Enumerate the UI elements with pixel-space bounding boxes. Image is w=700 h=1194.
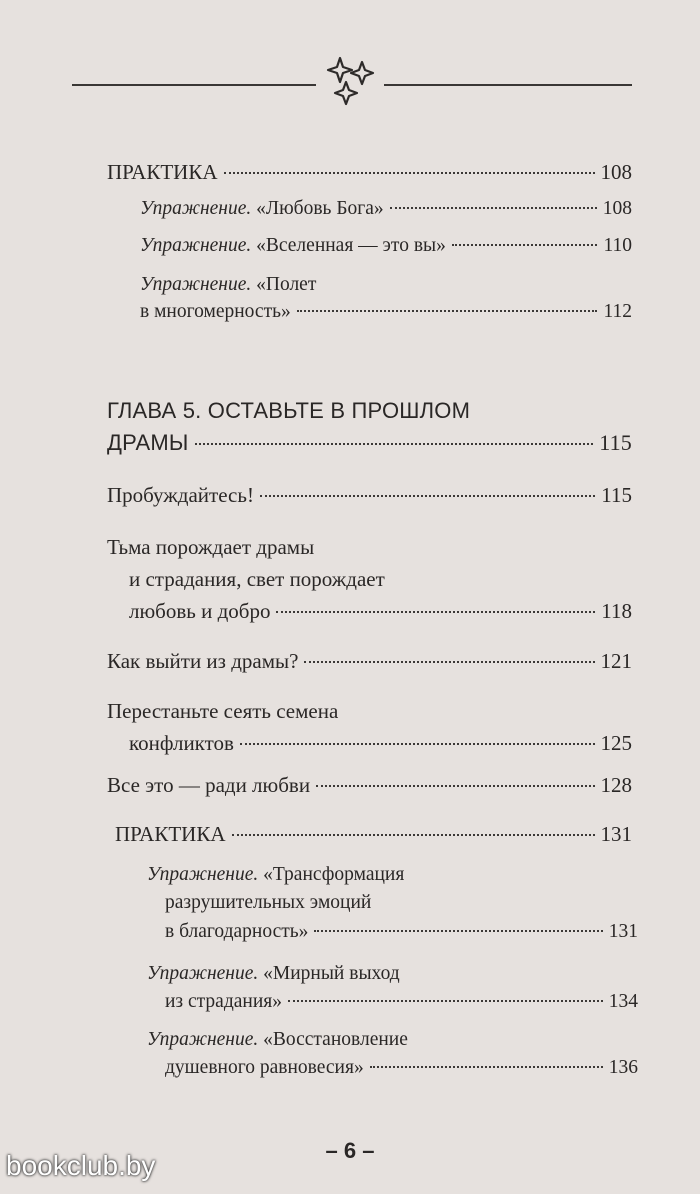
toc-title-line1: «Полет — [256, 274, 317, 295]
toc-title: «Любовь Бога» — [256, 198, 384, 219]
toc-page: 115 — [601, 483, 632, 507]
toc-title: Как выйти из драмы? — [107, 649, 299, 673]
dot-leader — [297, 310, 598, 312]
dot-leader — [316, 785, 594, 787]
toc-title: в многомерность» — [140, 301, 291, 322]
toc-entry-exercise-transformation — [165, 918, 638, 946]
toc-line — [147, 861, 404, 889]
chapter-title-line1: ГЛАВА 5. ОСТАВЬТЕ В ПРОШЛОМ — [107, 398, 471, 423]
toc-title: любовь и добро — [129, 599, 271, 623]
toc-entry-for-love — [107, 771, 632, 799]
dot-leader — [276, 611, 595, 613]
toc-entry-exercise-multidimensionality — [140, 298, 632, 326]
exercise-label: Упражнение. — [147, 1029, 259, 1050]
toc-entry-wake-up — [107, 481, 632, 509]
watermark-logo: bookclub.by — [6, 1150, 156, 1181]
toc-title-line1: «Трансформация — [263, 864, 405, 885]
dot-leader — [232, 834, 595, 836]
toc-title: в благодарность» — [165, 921, 309, 942]
toc-page: 115 — [599, 430, 632, 455]
toc-page: 112 — [603, 301, 632, 322]
ornament-rule-right — [384, 84, 632, 86]
toc-page: 121 — [600, 649, 632, 673]
toc-line — [147, 1026, 408, 1054]
toc-title: душевного равновесия» — [165, 1057, 364, 1078]
toc-page: 131 — [608, 921, 638, 942]
dot-leader — [452, 244, 598, 246]
dot-leader — [390, 207, 597, 209]
toc-title-line1: «Мирный выход — [263, 963, 400, 984]
toc-title-line2: и страдания, свет порождает — [129, 567, 385, 591]
dot-leader — [288, 1000, 603, 1002]
toc-entry-practice-2 — [115, 820, 632, 848]
toc-line — [147, 960, 400, 988]
exercise-label: Упражнение. — [147, 963, 259, 984]
exercise-label: Упражнение. — [140, 198, 252, 219]
toc-page: 128 — [600, 773, 632, 797]
header-ornament — [72, 52, 632, 108]
toc-title: «Вселенная — это вы» — [256, 235, 446, 256]
toc-line — [140, 271, 316, 299]
dot-leader — [314, 930, 602, 932]
stars-icon — [324, 52, 380, 108]
toc-entry-exercise-equilibrium — [165, 1054, 638, 1082]
toc-title-line1: «Восстановление — [263, 1029, 408, 1050]
toc-entry-exercise-love-of-god — [140, 195, 632, 223]
toc-page: 108 — [600, 160, 632, 184]
toc-page: 108 — [602, 198, 632, 219]
toc-page: 125 — [600, 731, 632, 755]
toc-entry-exercise-peaceful-exit — [165, 988, 638, 1016]
exercise-label: Упражнение. — [147, 864, 259, 885]
dot-leader — [240, 743, 595, 745]
toc-title: ПРАКТИКА — [115, 822, 226, 846]
ornament-rule-left — [72, 84, 316, 86]
toc-page: 131 — [600, 822, 632, 846]
toc-title-line2: разрушительных эмоций — [165, 892, 372, 913]
toc-page: 136 — [608, 1057, 638, 1078]
page-number: – 6 – — [325, 1138, 375, 1163]
toc-entry-exercise-universe — [140, 232, 632, 260]
toc-title: ПРАКТИКА — [107, 160, 218, 184]
toc-page: 110 — [603, 235, 632, 256]
toc-page: 134 — [608, 991, 638, 1012]
toc-title-line1: Перестаньте сеять семена — [107, 699, 339, 723]
dot-leader — [370, 1066, 603, 1068]
toc-entry-conflict-seeds — [129, 729, 632, 757]
toc-title: Пробуждайтесь! — [107, 483, 254, 507]
toc-title: ДРАМЫ — [107, 430, 189, 455]
toc-title: из страдания» — [165, 991, 282, 1012]
toc-page: 118 — [601, 599, 632, 623]
dot-leader — [224, 172, 595, 174]
exercise-label: Упражнение. — [140, 235, 252, 256]
toc-entry-practice-1 — [107, 158, 632, 186]
dot-leader — [304, 661, 594, 663]
dot-leader — [195, 443, 594, 445]
exercise-label: Упражнение. — [140, 274, 252, 295]
toc-entry-exit-drama — [107, 647, 632, 675]
toc-title-line1: Тьма порождает драмы — [107, 535, 315, 559]
toc-entry-darkness-dramas — [129, 597, 632, 625]
toc-entry-chapter-5 — [107, 429, 632, 457]
dot-leader — [260, 495, 595, 497]
toc-title: Все это — ради любви — [107, 773, 311, 797]
toc-title: конфликтов — [129, 731, 234, 755]
